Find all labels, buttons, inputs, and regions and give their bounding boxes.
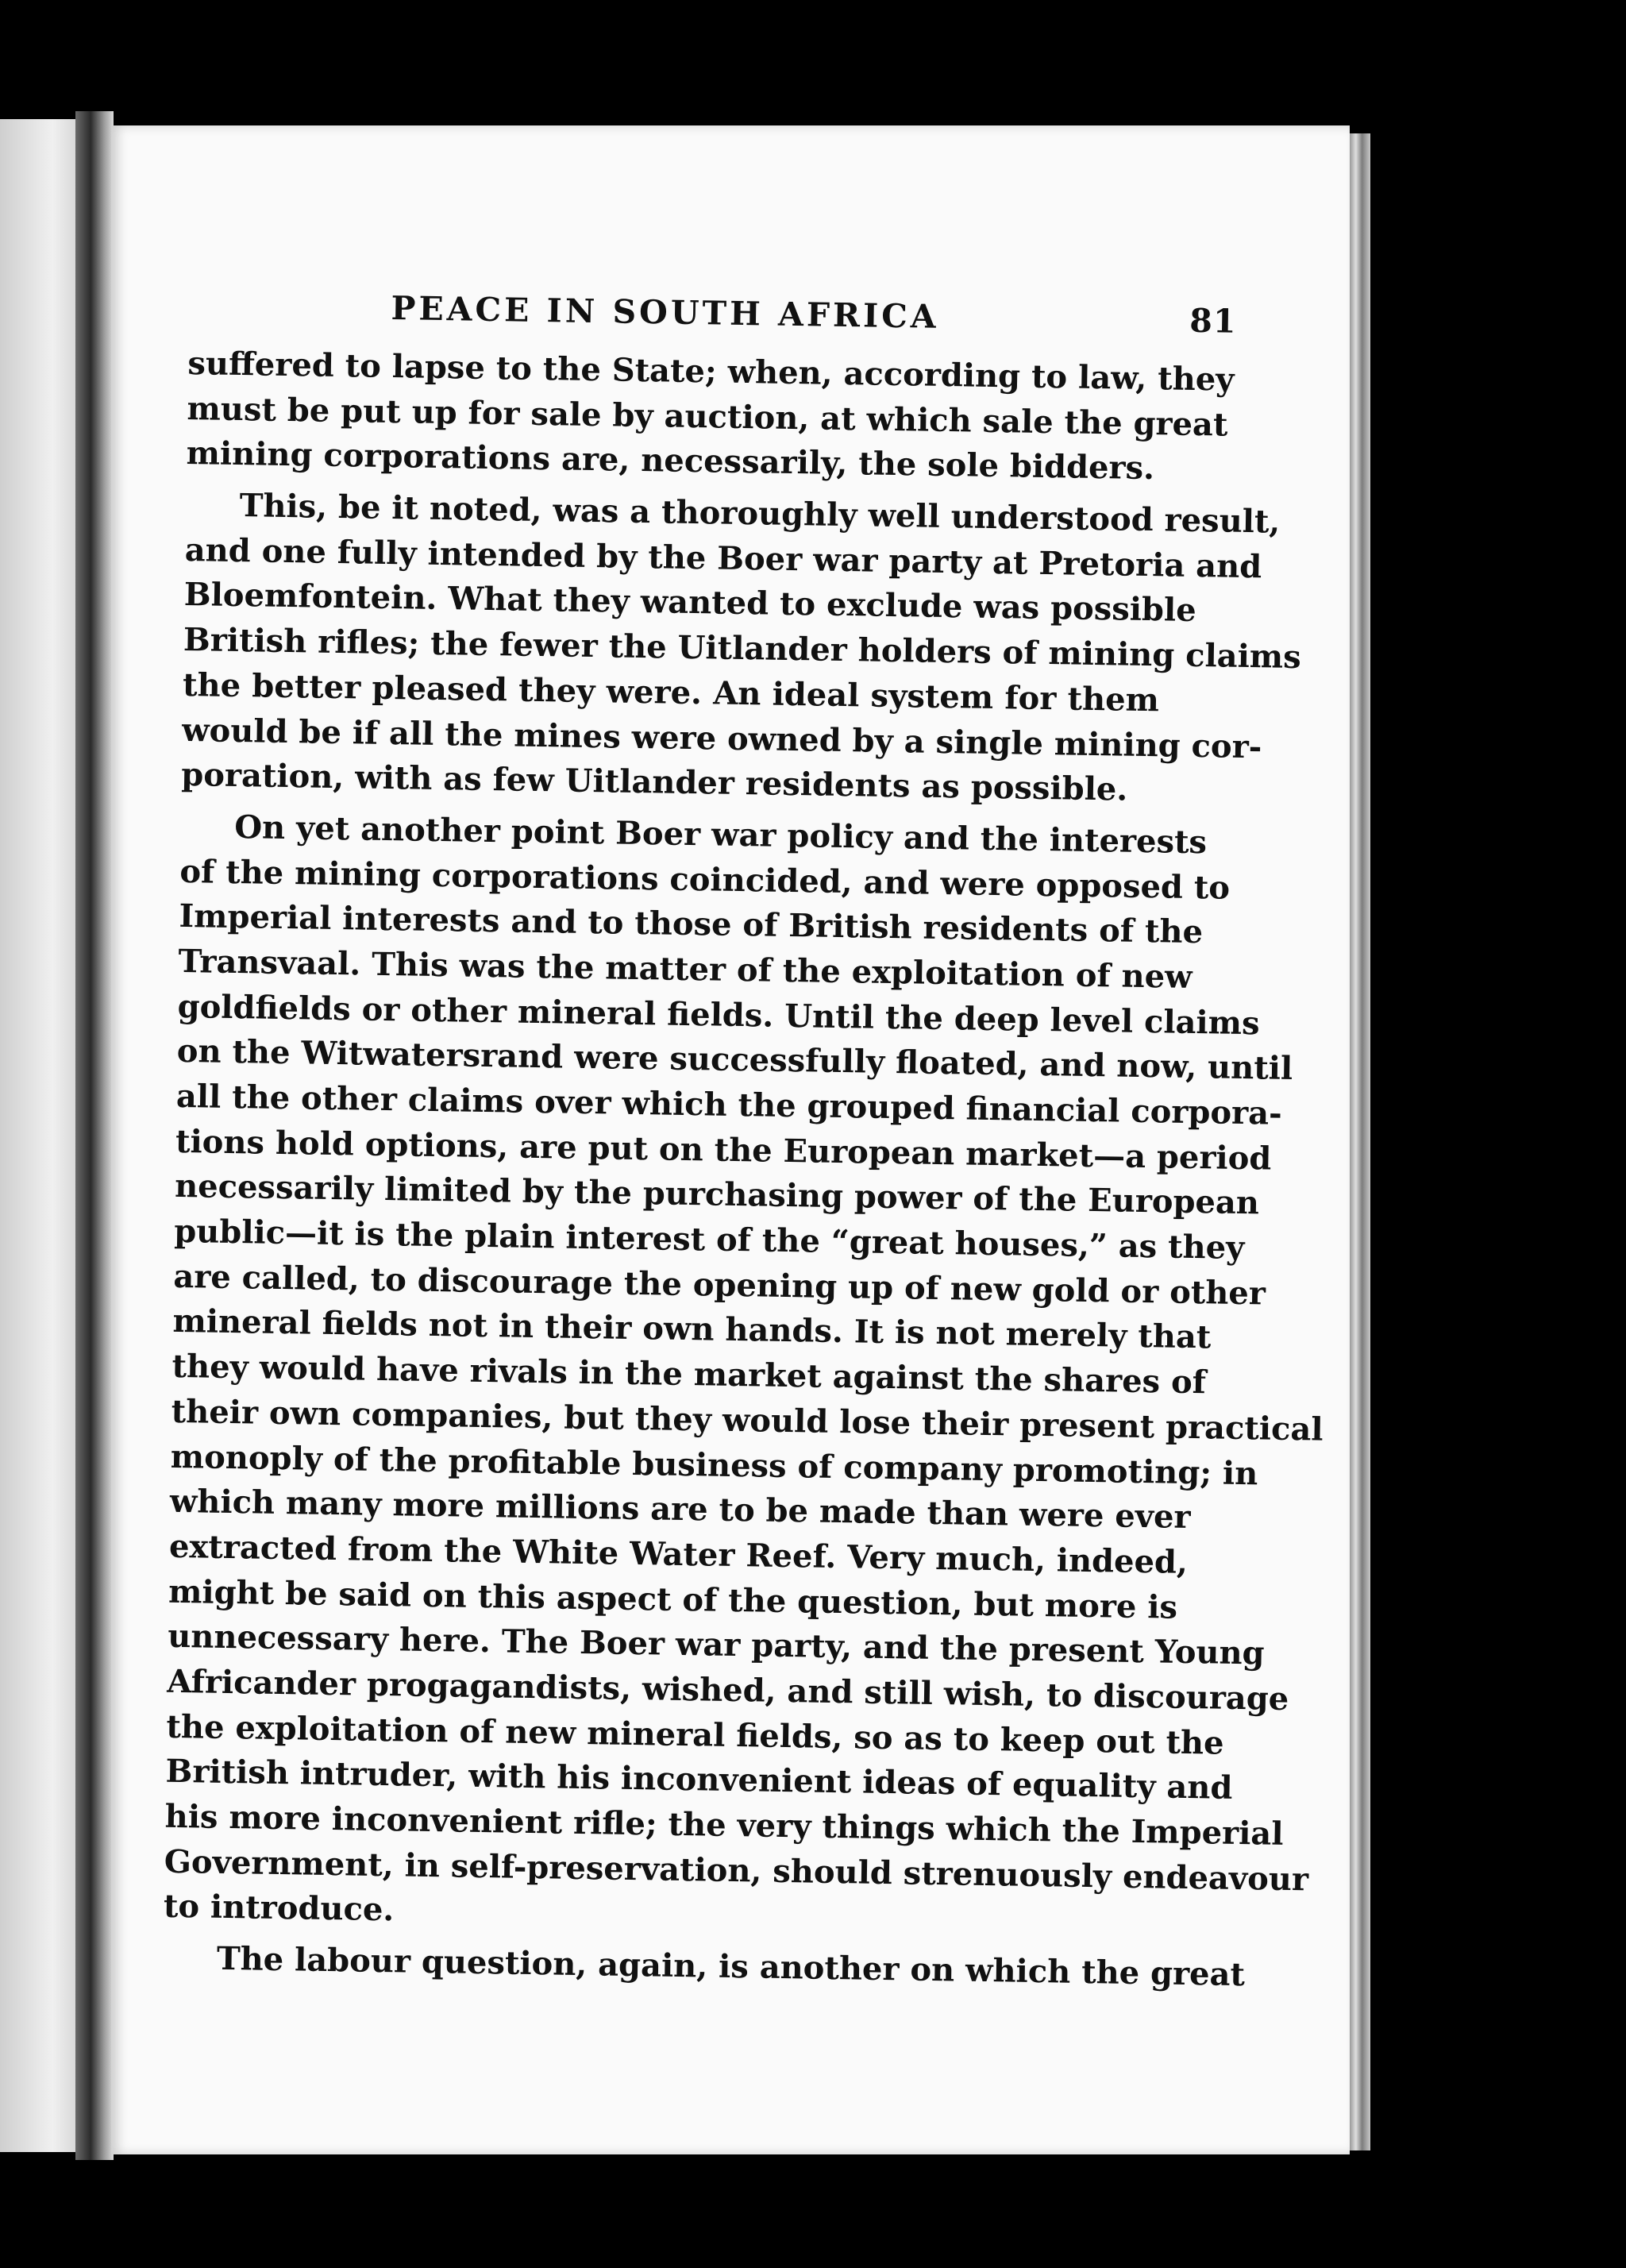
book-spine-shadow [75,111,114,2160]
text-line: The labour question, again, is another on which the great [216,1939,1246,1994]
text-line: must be put up for sale by auction, at which sale the great [187,389,1228,444]
text-line: extracted from the White Water Reef. Very much, indeed, [168,1527,1189,1581]
text-line: to introduce. [163,1888,395,1929]
text-line: Transvaal. This was the matter of the exploitation of new [178,942,1193,996]
text-line: would be if all the mines were owned by a single mining cor- [181,711,1262,766]
text-line: monoply of the profitable business of company promoting; in [170,1437,1258,1492]
text-line: necessarily limited by the purchasing power of the European [174,1167,1260,1222]
text-line: which many more millions are to be made than were ever [169,1483,1191,1537]
text-line: all the other claims over which the grouped financial corpora- [175,1077,1283,1132]
text-line: might be said on this aspect of the question, but more is [168,1572,1178,1626]
text-line: On yet another point Boer war policy and the interests [233,808,1208,862]
text-line: Government, in self-preservation, should strenuously endeavour [164,1842,1309,1899]
facing-page-edge [0,119,75,2152]
page-stack-edge [1350,133,1370,2150]
page-text-block [162,286,1324,1996]
text-line: they would have rivals in the market against the shares of [171,1347,1207,1402]
text-line: on the Witwatersrand were successfully floated, and now, until [176,1032,1293,1088]
text-line: This, be it noted, was a thoroughly well understood result, [239,487,1281,541]
text-line: the exploitation of new mineral fields, so as to keep out the [166,1707,1224,1762]
text-line: goldfields or other mineral fields. Until the deep level claims [177,987,1260,1042]
text-line: of the mining corporations coincided, and were opposed to [179,852,1231,907]
text-line: mining corporations are, necessarily, the sole bidders. [186,434,1155,488]
text-line: are called, to discourage the opening up of new gold or other [173,1257,1266,1313]
text-line: unnecessary here. The Boer war party, and the present Young [167,1618,1265,1672]
text-line: public—it is the plain interest of the “great houses,” as they [173,1212,1245,1267]
text-line: the better pleased they were. An ideal system for them [182,665,1160,719]
text-line: his more inconvenient rifle; the very things which the Imperial [164,1797,1284,1853]
text-line: Africander progagandists, wished, and still wish, to discourage [167,1662,1289,1718]
text-line: tions hold options, are put on the European market—a period [175,1122,1272,1178]
text-line: Imperial interests and to those of British residents of the [179,897,1204,951]
text-line: British rifles; the fewer the Uitlander holders of mining claims [183,621,1302,677]
text-line: and one fully intended by the Boer war party at Pretoria and [184,530,1262,586]
text-line: their own companies, but they would lose their present practical [171,1392,1324,1448]
text-line: suffered to lapse to the State; when, according to law, they [187,344,1235,399]
text-line: poration, with as few Uitlander residents as possible. [180,756,1128,808]
running-title: PEACE IN SOUTH AFRICA [391,289,940,336]
text-line: mineral fields not in their own hands. It is not merely that [172,1302,1212,1356]
text-line: Bloemfontein. What they wanted to exclude was possible [183,576,1196,630]
body-text [162,341,1324,1996]
text-line: British intruder, with his inconvenient ideas of equality and [165,1753,1233,1807]
page-number: 81 [1189,301,1237,341]
